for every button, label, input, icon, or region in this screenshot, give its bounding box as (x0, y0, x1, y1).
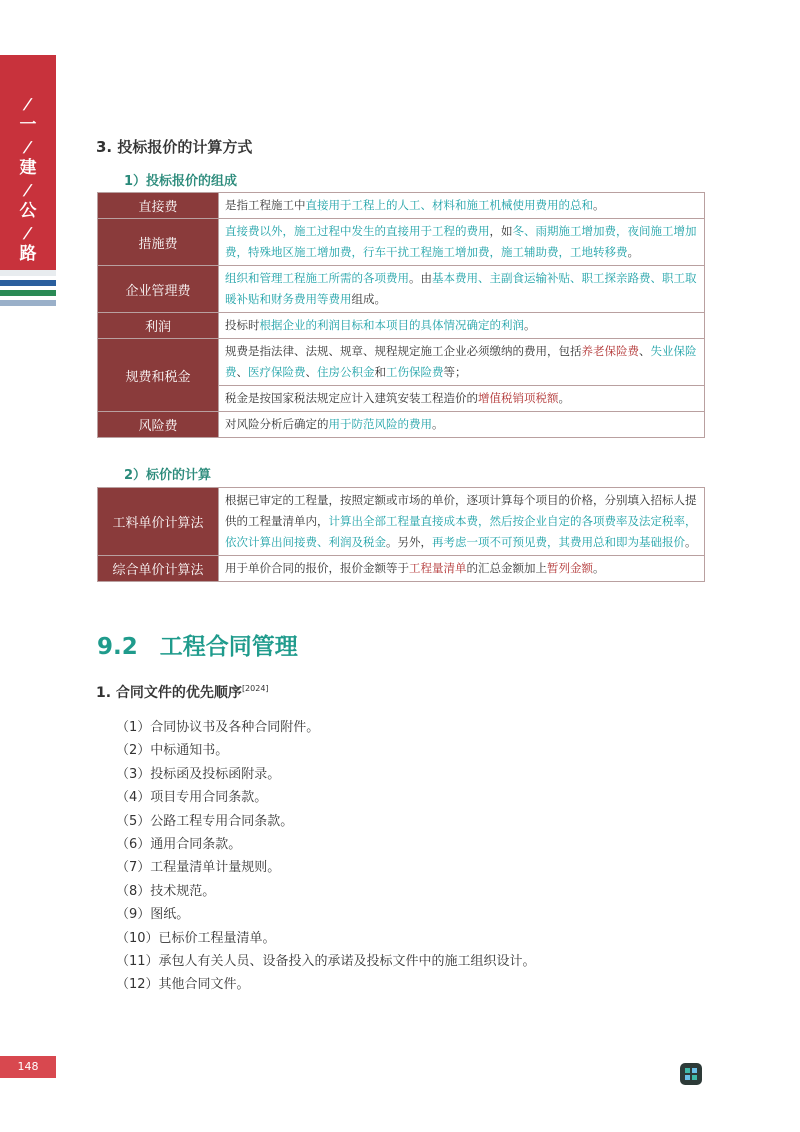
table-row (98, 412, 705, 438)
text-run: 是指工程施工中 (225, 198, 306, 212)
text-run: 住房公积金 (317, 365, 375, 379)
text-run: 、 (639, 344, 651, 358)
bid-calc-heading: 3. 投标报价的计算方式 (96, 138, 253, 156)
text-run: 用于单价合同的报价，报价金额等于 (225, 561, 409, 575)
text-run: 失业保险费 (225, 344, 697, 379)
list-item: （1）合同协议书及各种合同附件。 (116, 720, 320, 735)
row-key: 利润 (98, 313, 219, 339)
text-run: 。由 (409, 271, 432, 285)
list-item: （10）已标价工程量清单。 (116, 930, 276, 946)
price-calc-table (97, 487, 705, 582)
row-key: 直接费 (98, 193, 219, 219)
row-key: 综合单价计算法 (98, 556, 219, 582)
text-run: 直接费以外，施工过程中发生的直接用于工程的费用 (225, 224, 490, 238)
text-run: 组织和管理工程施工所需的各项费用 (225, 271, 409, 285)
contract-priority-list (116, 716, 536, 997)
text-run: 、 (305, 365, 317, 379)
row-value (219, 219, 705, 266)
list-item: （6）通用合同条款。 (116, 836, 242, 852)
table-row (98, 313, 705, 339)
row-key: 措施费 (98, 219, 219, 266)
list-item: （9）图纸。 (116, 907, 190, 923)
price-calc-heading: 2）标价的计算 (124, 468, 212, 483)
text-run: 规费是指法律、法规、规章、规程规定施工企业必须缴纳的费用，包括 (225, 344, 582, 358)
list-item: （7）工程量清单计量规则。 (116, 860, 281, 876)
tab-char-2: 建 (19, 158, 37, 178)
list-item: （8）技术规范。 (116, 883, 216, 899)
table-row (98, 219, 705, 266)
bid-composition-table (97, 192, 705, 438)
text-run: 直接用于工程上的人工、材料和施工机械使用费用的总和 (305, 198, 593, 212)
row-key: 风险费 (98, 412, 219, 438)
app-logo-icon (680, 1063, 702, 1085)
tab-char-1: 一 (19, 115, 37, 135)
text-run: 增值税销项税额 (478, 391, 559, 405)
contract-priority-heading (96, 682, 269, 702)
text-run: 暂列金额 (547, 561, 593, 575)
row-value (219, 313, 705, 339)
list-item: （4）项目专用合同条款。 (116, 790, 268, 806)
row-value (219, 339, 705, 386)
chapter-side-tab (0, 55, 56, 270)
text-run: 医疗保险费 (248, 365, 306, 379)
tab-slash: / (21, 138, 35, 156)
year-tag: [2024] (241, 684, 269, 693)
text-run: 。 (524, 318, 536, 332)
table-row (98, 266, 705, 313)
text-run: 计算出全部工程量直接成本费，然后按企业自定的各项费率及法定税率，依次计算出间接费、利润及税金 (225, 514, 697, 549)
text-run: 工伤保险费 (386, 365, 444, 379)
row-key: 规费和税金 (98, 339, 219, 412)
section-name: 工程合同管理 (159, 634, 298, 660)
text-run: 投标时 (225, 318, 260, 332)
row-value (219, 386, 705, 412)
table-row (98, 488, 705, 556)
text-run: 组成。 (351, 292, 386, 306)
row-value (219, 266, 705, 313)
text-run: 。 (627, 245, 639, 259)
text-run: 和 (374, 365, 386, 379)
list-item: （3）投标函及投标函附录。 (116, 766, 281, 782)
text-run: 再考虑一项不可预见费，其费用总和即为基础报价 (432, 535, 685, 549)
table-row (98, 193, 705, 219)
tab-slash: / (21, 224, 35, 242)
text-run: 。 (558, 391, 570, 405)
bid-composition-heading: 1）投标报价的组成 (124, 174, 238, 189)
text-run: 、 (236, 365, 248, 379)
text-run: 。另外， (386, 535, 432, 549)
tab-char-4: 路 (19, 244, 37, 264)
text-run: 根据企业的利润目标和本项目的具体情况确定的利润 (259, 318, 524, 332)
page-number: 148 (0, 1056, 56, 1078)
text-run: 用于防范风险的费用 (328, 417, 432, 431)
list-item: （5）公路工程专用合同条款。 (116, 813, 294, 829)
text-run: 的汇总金额加上 (466, 561, 547, 575)
text-run: 对风险分析后确定的 (225, 417, 329, 431)
list-item: （11）承包人有关人员、设备投入的承诺及投标文件中的施工组织设计。 (116, 953, 536, 969)
text-run: 。 (593, 561, 605, 575)
text-run: 。 (593, 198, 605, 212)
text-run: 税金是按国家税法规定应计入建筑安装工程造价的 (225, 391, 478, 405)
section-number: 9.2 (97, 634, 138, 660)
list-item: （12）其他合同文件。 (116, 977, 250, 993)
contract-priority-heading-text: 1. 合同文件的优先顺序 (96, 685, 242, 701)
table-row (98, 339, 705, 386)
row-key: 工料单价计算法 (98, 488, 219, 556)
text-run: 。 (432, 417, 444, 431)
text-run: 工程量清单 (409, 561, 467, 575)
table-row (98, 556, 705, 582)
row-value (219, 556, 705, 582)
tab-char-3: 公 (19, 201, 37, 221)
section-title (97, 628, 298, 661)
text-run: 养老保险费 (581, 344, 639, 358)
text-run: 根据已审定的工程量，按照定额或市场的单价，逐项计算每个项目的价格，分别填入招标人提供的工程量清单内， (225, 493, 697, 528)
tab-slash: / (21, 181, 35, 199)
tab-slash: / (21, 95, 35, 113)
text-run: 等； (443, 365, 467, 379)
decorative-stripes (0, 270, 56, 310)
text-run: 。 (685, 535, 697, 549)
row-value (219, 412, 705, 438)
text-run: 冬、雨期施工增加费，夜间施工增加费，特殊地区施工增加费，行车干扰工程施工增加费，施工辅助费，工地转移费 (225, 224, 697, 259)
text-run: ，如 (489, 224, 513, 238)
row-value (219, 488, 705, 556)
row-key: 企业管理费 (98, 266, 219, 313)
row-value (219, 193, 705, 219)
text-run: 基本费用、主副食运输补贴、职工探亲路费、职工取暖补贴和财务费用等费用 (225, 271, 697, 306)
list-item: （2）中标通知书。 (116, 743, 229, 759)
